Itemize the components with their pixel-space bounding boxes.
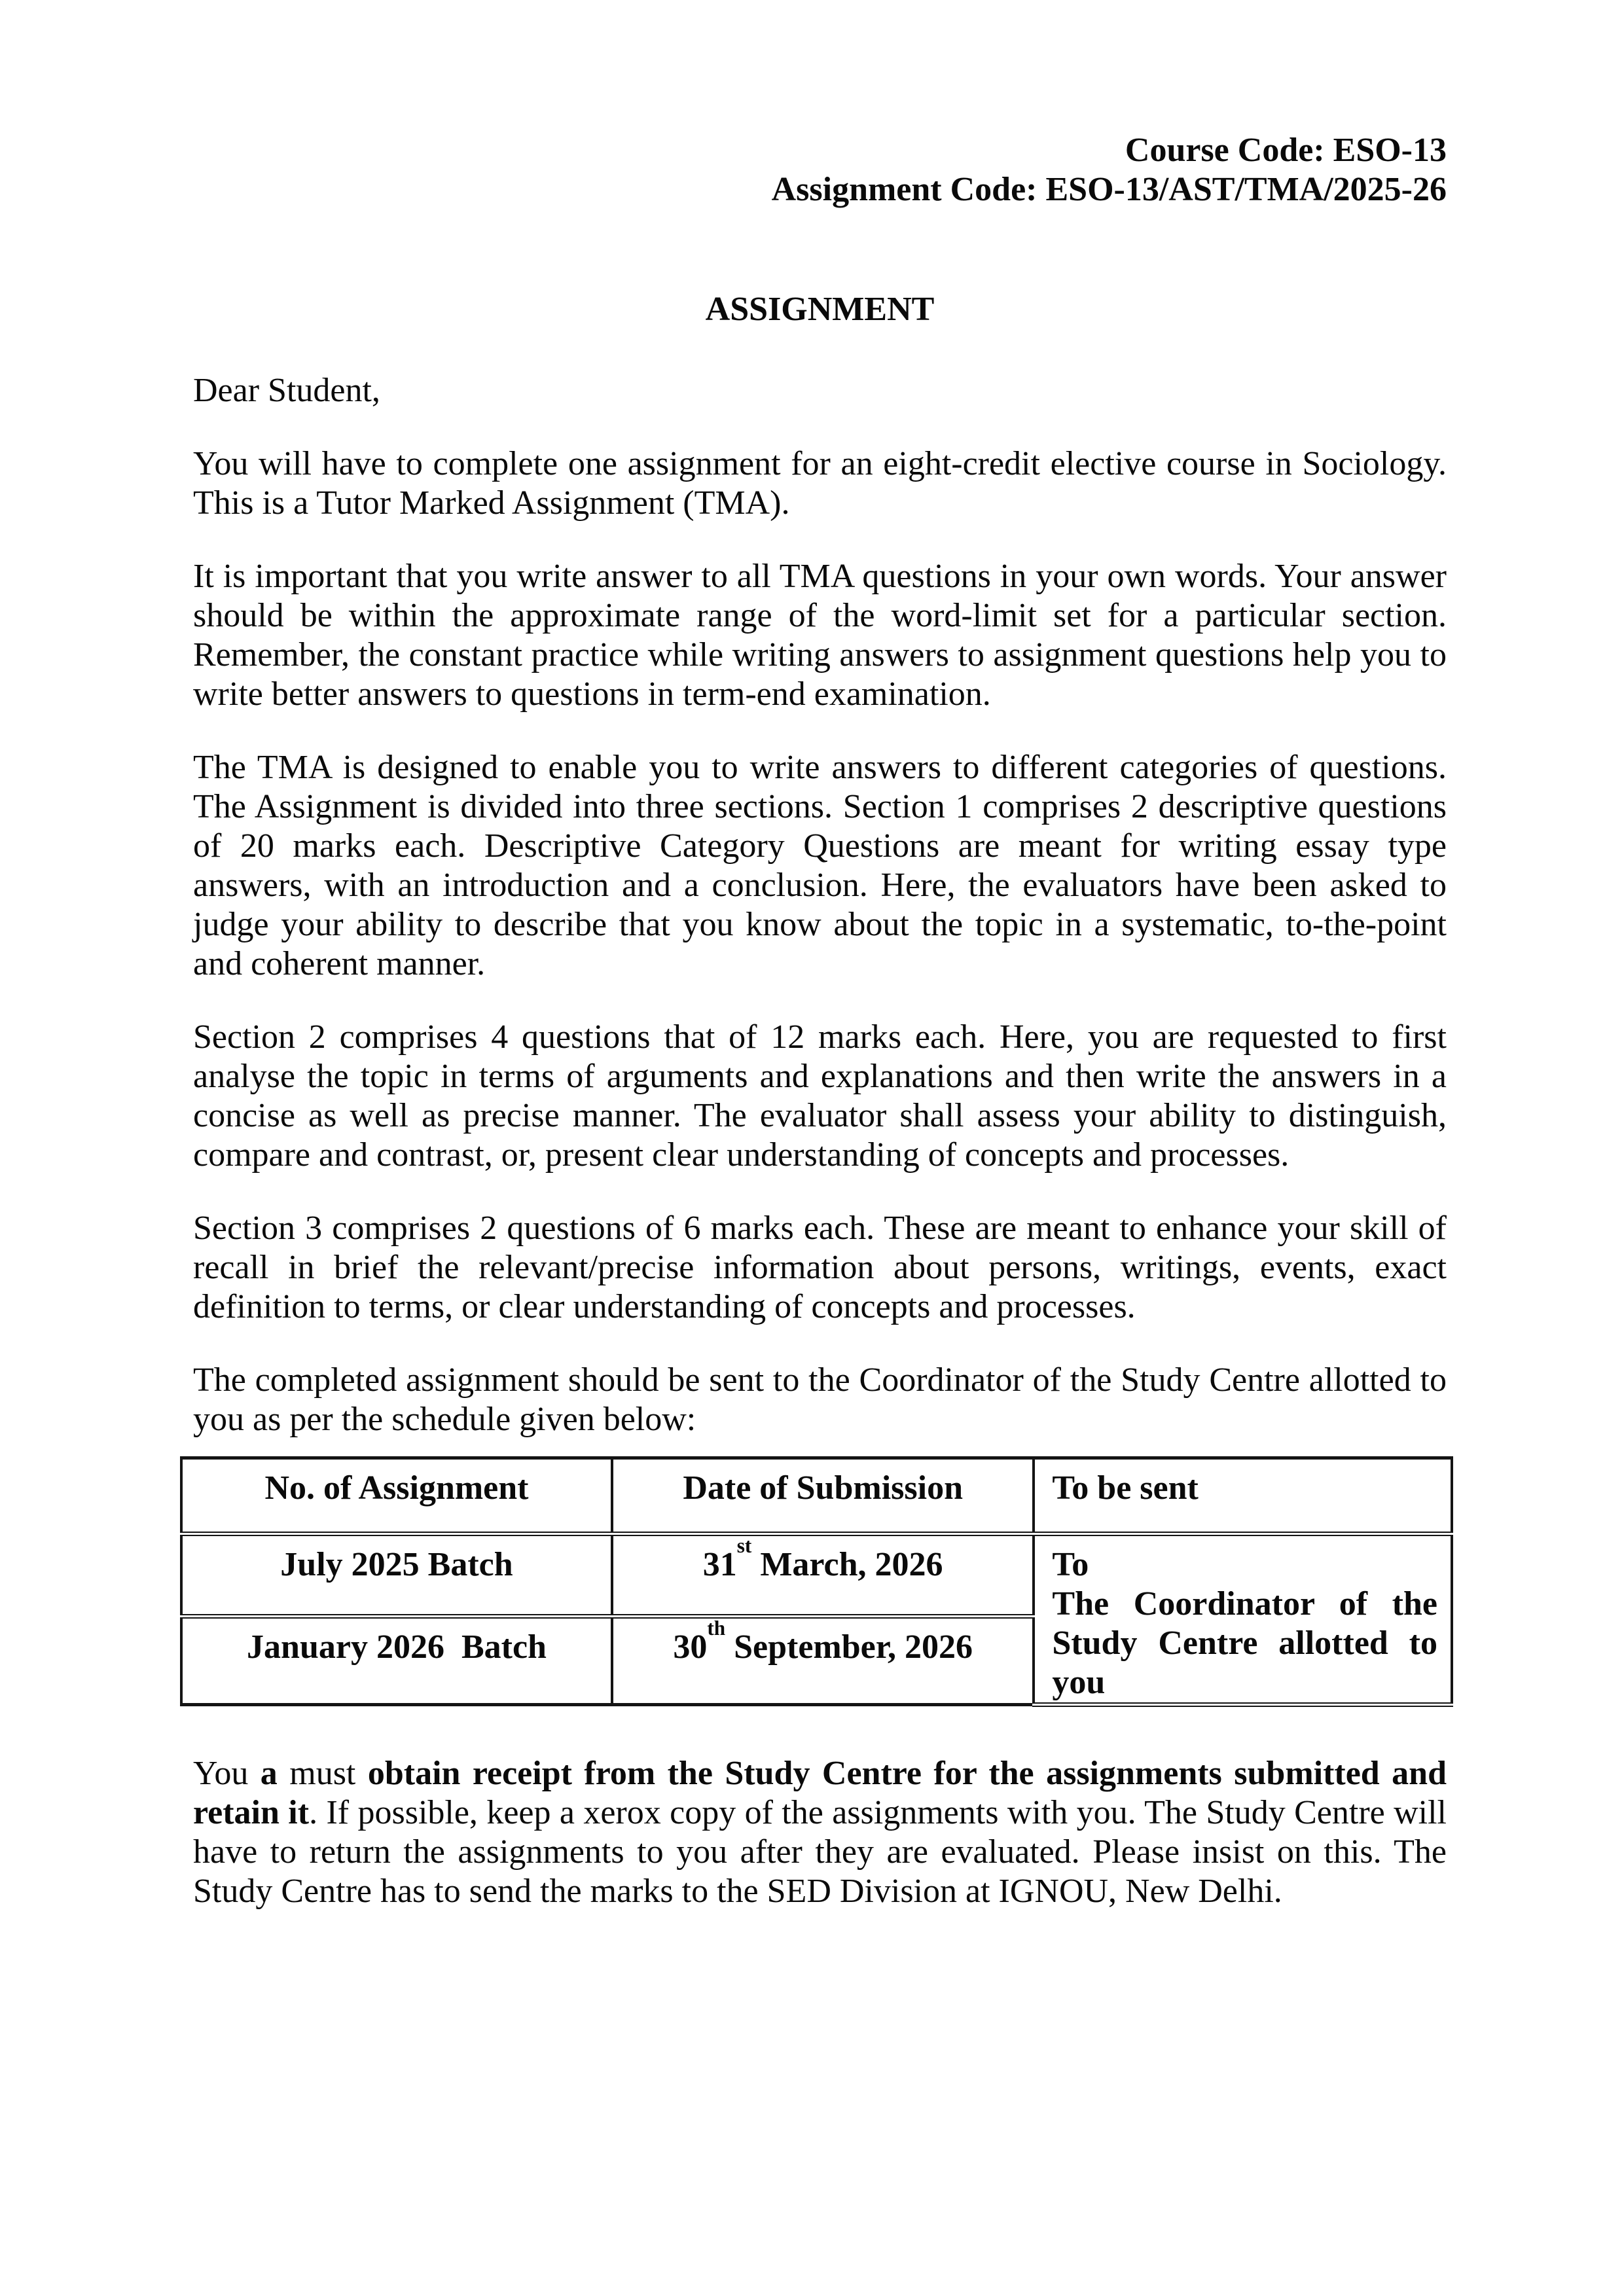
submission-schedule-table [180, 1456, 1453, 1707]
assignment-code-line: Assignment Code: ESO-13/AST/TMA/2025-26 [771, 171, 1447, 208]
to-be-sent-line1: To [1052, 1546, 1089, 1583]
batch-july-2025: July 2025 Batch [181, 1534, 612, 1617]
header-to-be-sent: To be sent [1034, 1458, 1452, 1534]
document-codes [193, 131, 1447, 209]
batch-january-2026: January 2026 Batch [181, 1617, 612, 1705]
header-date-of-submission: Date of Submission [612, 1458, 1034, 1534]
table-row-july-2025 [181, 1534, 1452, 1617]
paragraph-own-words: It is important that you write answer to all TMA questions in your own words. Your answer should be within the approximate range of the word-limit set for a particular section. Remember, the constant practice while writing answers to assignment questions help you to write better answers to questions in term-end examination. [193, 558, 1447, 713]
paragraph-section-2: Section 2 comprises 4 questions that of 12 marks each. Here, you are requested to first analyse the topic in terms of arguments and explanations and then write the answers in a concise as well as precise manner. The evaluator shall assess your ability to distinguish, compare and contrast, or, present clear understanding of concepts and processes. [193, 1018, 1447, 1174]
course-code-line: Course Code: ESO-13 [1125, 132, 1447, 169]
paragraph-assignment-intro: You will have to complete one assignment for an eight-credit elective course in Sociology. This is a Tutor Marked Assignment (TMA). [193, 445, 1447, 522]
header-no-of-assignment: No. of Assignment [181, 1458, 612, 1534]
date-january-2026: 30th September, 2026 [612, 1617, 1034, 1705]
to-be-sent-cell [1034, 1534, 1452, 1705]
date-july-2025: 31st March, 2026 [612, 1534, 1034, 1617]
paragraph-section-3: Section 3 comprises 2 questions of 6 marks each. These are meant to enhance your skill of recall in brief the relevant/precise information about persons, writings, events, exact definition to terms, or clear understanding of concepts and processes. [193, 1210, 1447, 1325]
to-be-sent-address: The Coordinator of the Study Centre allotted to you [1052, 1585, 1437, 1701]
paragraph-schedule-note: The completed assignment should be sent to the Coordinator of the Study Centre allotted to you as per the schedule given below: [193, 1361, 1447, 1438]
page-title: ASSIGNMENT [705, 291, 935, 328]
salutation: Dear Student, [193, 372, 380, 409]
table-header-row [181, 1458, 1452, 1534]
paragraph-tma-design: The TMA is designed to enable you to write answers to different categories of questions. The Assignment is divided into three sections. Section 1 comprises 2 descriptive questions of 20 marks each. Descriptive Category Questions are meant for writing essay type answers, with an introduction and a conclusion. Here, the evaluators have been asked to judge your ability to describe that you know about the topic in a systematic, to-the-point and coherent manner. [193, 749, 1447, 982]
paragraph-receipt-notice: You a must obtain receipt from the Study Centre for the assignments submitted and retain it. If possible, keep a xerox copy of the assignments with you. The Study Centre will have to return the assignments to you after they are evaluated. Please insist on this. The Study Centre has to send the marks to the SED Division at IGNOU, New Delhi. [193, 1755, 1447, 1910]
